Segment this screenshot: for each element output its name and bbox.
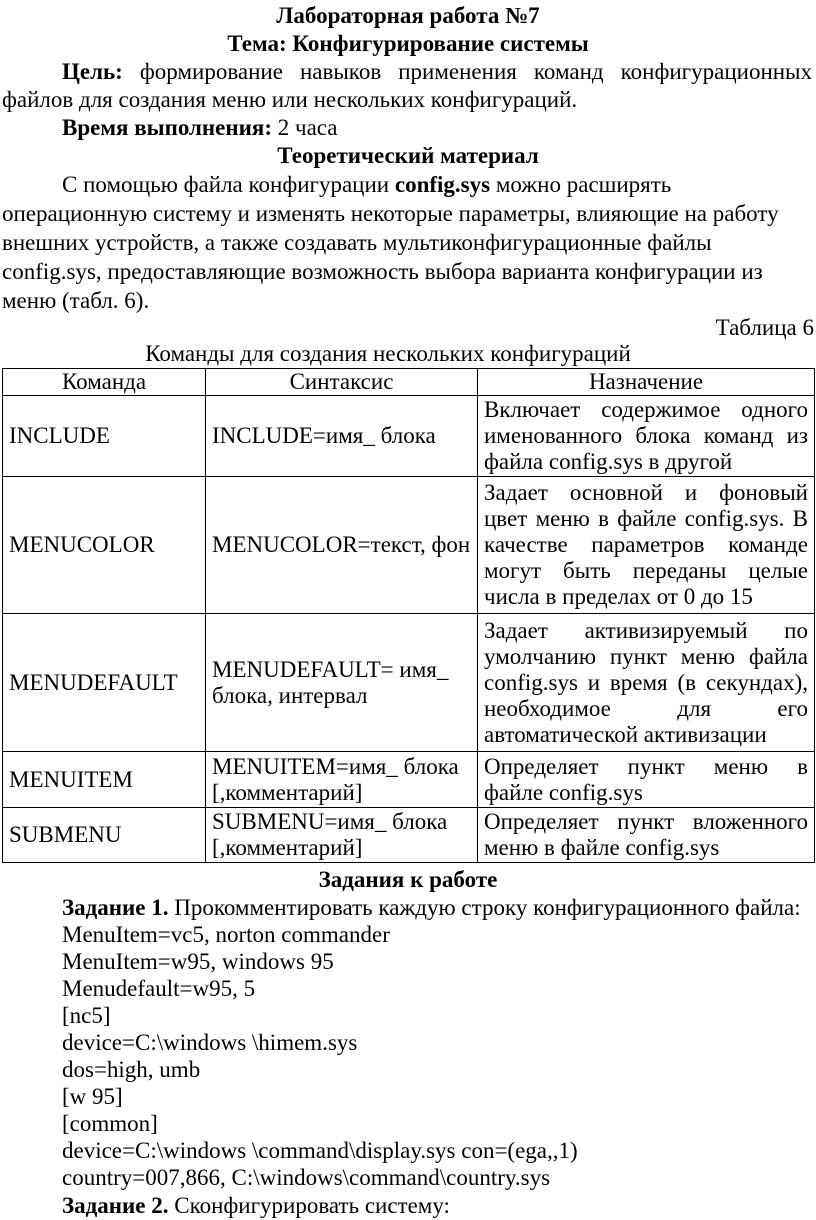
table-row: [3, 477, 815, 614]
table-row: [3, 808, 815, 863]
theory-text-after: можно расширять операционную систему и изменять некоторые параметры, влияющие на работу внешних устройств, а также создавать мультиконфигурационные файлы config.sys, предоставляющие возможность выбора варианта конфигурации из меню (табл. 6).: [2, 172, 779, 313]
time-line: [62, 114, 337, 142]
purpose-line: Определяет пункт меню в: [484, 753, 808, 779]
task1-line: [62, 894, 801, 922]
goal-text: формирование навыков применения команд конфигурационных файлов для создания меню или нескольких конфигураций.: [2, 59, 813, 112]
syntax-cell: MENUITEM=имя_ блока [,комментарий]: [206, 752, 478, 808]
goal-paragraph: [2, 58, 812, 114]
purpose-cell: [478, 477, 815, 614]
command-cell: INCLUDE: [3, 396, 206, 477]
time-value: 2 часа: [277, 115, 338, 140]
table-row: [3, 614, 815, 752]
config-line: device=C:\windows \command\display.sys con=(ega,,1): [62, 1138, 578, 1163]
config-line: Menudefault=w95, 5: [62, 976, 256, 1001]
header-command: Команда: [3, 369, 206, 396]
config-line: dos=high, umb: [62, 1057, 201, 1082]
table-header-row: [3, 369, 815, 396]
table-row: [3, 752, 815, 808]
commands-table: [2, 368, 815, 863]
purpose-line: числа в пределах от 0 до 15: [484, 584, 753, 609]
config-line: device=C:\windows \himem.sys: [62, 1030, 358, 1055]
command-cell: MENUITEM: [3, 752, 206, 808]
lab-topic: Тема: Конфигурирование системы: [227, 31, 589, 56]
purpose-cell: [478, 396, 815, 477]
purpose-line: могут быть переданы целые: [484, 558, 808, 583]
goal-label: Цель:: [62, 59, 123, 84]
config-line: [nc5]: [62, 1003, 111, 1028]
command-cell: SUBMENU: [3, 808, 206, 863]
purpose-line: Включает содержимое одного: [484, 397, 808, 422]
purpose-line: Определяет пункт вложенного: [484, 809, 808, 834]
config-line: [common]: [62, 1111, 158, 1136]
purpose-line: именованного блока команд из: [484, 423, 808, 448]
config-line: country=007,866, C:\windows\command\country.sys: [62, 1165, 551, 1190]
config-listing: [62, 921, 578, 1191]
purpose-line: меню в файле config.sys: [484, 835, 720, 860]
syntax-cell: MENUDEFAULT= имя_ блока, интервал: [206, 614, 478, 752]
purpose-cell: [478, 752, 815, 808]
task1-label: Задание 1.: [62, 895, 169, 920]
config-line: [w 95]: [62, 1084, 123, 1109]
lab-title: Лабораторная работа №7: [276, 3, 540, 28]
purpose-line: Задает основной и фоновый: [484, 480, 808, 505]
purpose-line: файла config.sys в другой: [484, 449, 733, 474]
theory-text-before: С помощью файла конфигурации: [62, 172, 395, 197]
table-row: [3, 396, 815, 477]
time-label: Время выполнения:: [62, 115, 272, 140]
task2-text: Сконфигурировать систему:: [168, 1193, 450, 1218]
config-line: MenuItem=w95, windows 95: [62, 949, 334, 974]
header-syntax: Синтаксис: [206, 369, 478, 396]
syntax-cell: MENUCOLOR=текст, фон: [206, 477, 478, 614]
theory-heading: Теоретический материал: [277, 143, 539, 168]
task2-line: [62, 1192, 450, 1220]
purpose-line: качестве параметров команде: [484, 532, 808, 557]
command-cell: MENUCOLOR: [3, 477, 206, 614]
purpose-line: файле config.sys: [484, 779, 643, 805]
syntax-cell: INCLUDE=имя_ блока: [206, 396, 478, 477]
purpose-line: умолчанию пункт меню файла: [484, 643, 808, 669]
theory-paragraph: [2, 170, 792, 315]
theory-bold-word: config.sys: [394, 172, 491, 197]
purpose-line: автоматической активизации: [484, 721, 767, 747]
tasks-heading: Задания к работе: [318, 867, 498, 892]
task2-label: Задание 2.: [62, 1193, 169, 1218]
purpose-cell: [478, 808, 815, 863]
purpose-line: необходимое для его: [484, 695, 808, 721]
task1-text: Прокомментировать каждую строку конфигурационного файла:: [168, 895, 801, 920]
purpose-line: Задает активизируемый по: [484, 617, 808, 643]
table-number: Таблица 6: [715, 315, 814, 340]
purpose-line: цвет меню в файле config.sys. В: [484, 506, 808, 531]
command-cell: MENUDEFAULT: [3, 614, 206, 752]
syntax-cell: SUBMENU=имя_ блока [,комментарий]: [206, 808, 478, 863]
table-caption: Команды для создания нескольких конфигураций: [145, 341, 631, 366]
purpose-line: config.sys и время (в секундах),: [484, 669, 808, 695]
config-line: MenuItem=vc5, norton commander: [62, 922, 390, 947]
header-purpose: Назначение: [478, 369, 815, 396]
purpose-cell: [478, 614, 815, 752]
